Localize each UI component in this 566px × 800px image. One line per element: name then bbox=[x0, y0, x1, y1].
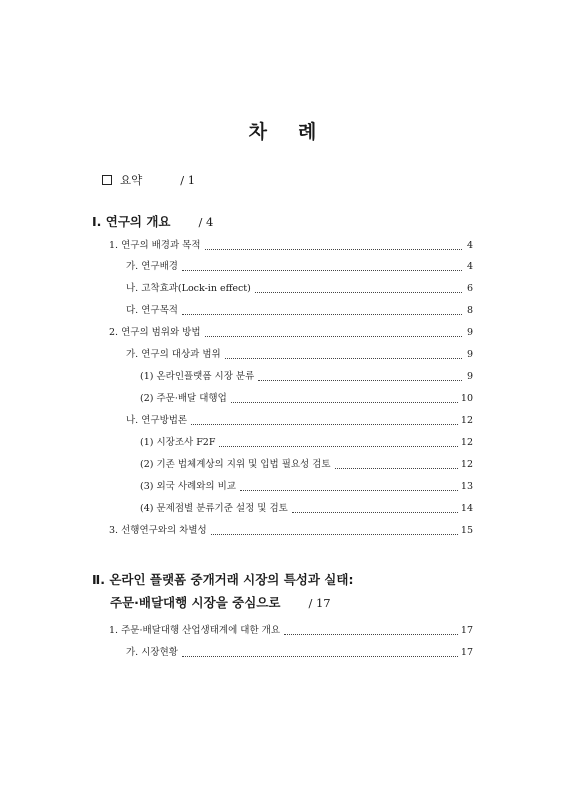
toc-entry[interactable]: 나. 연구방법론 12 bbox=[126, 415, 473, 426]
dot-leader bbox=[205, 249, 462, 250]
dot-leader bbox=[240, 490, 458, 491]
dot-leader bbox=[258, 380, 462, 381]
toc-entry[interactable]: (4) 문제점별 분류기준 설정 및 검토 14 bbox=[140, 503, 473, 514]
toc-entry[interactable]: 2. 연구의 범위와 방법 9 bbox=[109, 327, 473, 338]
toc-entry[interactable]: 3. 선행연구와의 차별성 15 bbox=[109, 525, 473, 536]
toc-entry[interactable]: 가. 시장현황 17 bbox=[126, 647, 473, 658]
chapter-1-title: Ⅰ. 연구의 개요 bbox=[92, 214, 171, 229]
chapter-1-page: / 4 bbox=[198, 215, 214, 229]
dot-leader bbox=[191, 424, 458, 425]
toc-entry[interactable]: 가. 연구의 대상과 범위 9 bbox=[126, 349, 473, 360]
dot-leader bbox=[219, 446, 457, 447]
summary-page: / 1 bbox=[180, 173, 196, 187]
toc-entry[interactable]: 가. 연구배경 4 bbox=[126, 261, 473, 272]
chapter-2-title: Ⅱ. 온라인 플랫폼 중개거래 시장의 특성과 실태: bbox=[92, 572, 354, 587]
dot-leader bbox=[255, 292, 462, 293]
dot-leader bbox=[225, 358, 462, 359]
toc-entry[interactable]: (2) 주문·배달 대행업 10 bbox=[140, 393, 473, 404]
page-title: 차 례 bbox=[248, 121, 318, 143]
dot-leader bbox=[284, 634, 458, 635]
toc-summary[interactable] bbox=[102, 172, 195, 188]
toc-entry[interactable]: 다. 연구목적 8 bbox=[126, 305, 473, 316]
toc-entry[interactable]: (1) 시장조사 F2F 12 bbox=[140, 437, 473, 448]
dot-leader bbox=[292, 512, 458, 513]
chapter-2-page: / 17 bbox=[308, 596, 331, 610]
summary-label: 요약 bbox=[120, 173, 143, 187]
dot-leader bbox=[335, 468, 458, 469]
dot-leader bbox=[211, 534, 458, 535]
toc-entry[interactable]: 나. 고착효과(Lock-in effect) 6 bbox=[126, 283, 473, 294]
dot-leader bbox=[231, 402, 458, 403]
chapter-2-heading[interactable] bbox=[92, 571, 353, 612]
toc-entry[interactable]: 1. 주문·배달대행 산업생태계에 대한 개요 17 bbox=[109, 625, 473, 636]
toc-entry[interactable]: (2) 기존 법체계상의 지위 및 입법 필요성 검토 12 bbox=[140, 459, 473, 470]
toc-entry[interactable]: 1. 연구의 배경과 목적 4 bbox=[109, 240, 473, 251]
dot-leader bbox=[182, 314, 462, 315]
dot-leader bbox=[205, 336, 462, 337]
dot-leader bbox=[182, 656, 458, 657]
toc-entry[interactable]: (3) 외국 사례와의 비교 13 bbox=[140, 481, 473, 492]
dot-leader bbox=[182, 270, 462, 271]
checkbox-icon bbox=[102, 175, 112, 185]
chapter-2-subtitle: 주문·배달대행 시장을 중심으로 / 17 bbox=[110, 595, 331, 610]
chapter-1-heading[interactable] bbox=[92, 213, 213, 231]
toc-entry[interactable]: (1) 온라인플랫폼 시장 분류 9 bbox=[140, 371, 473, 382]
